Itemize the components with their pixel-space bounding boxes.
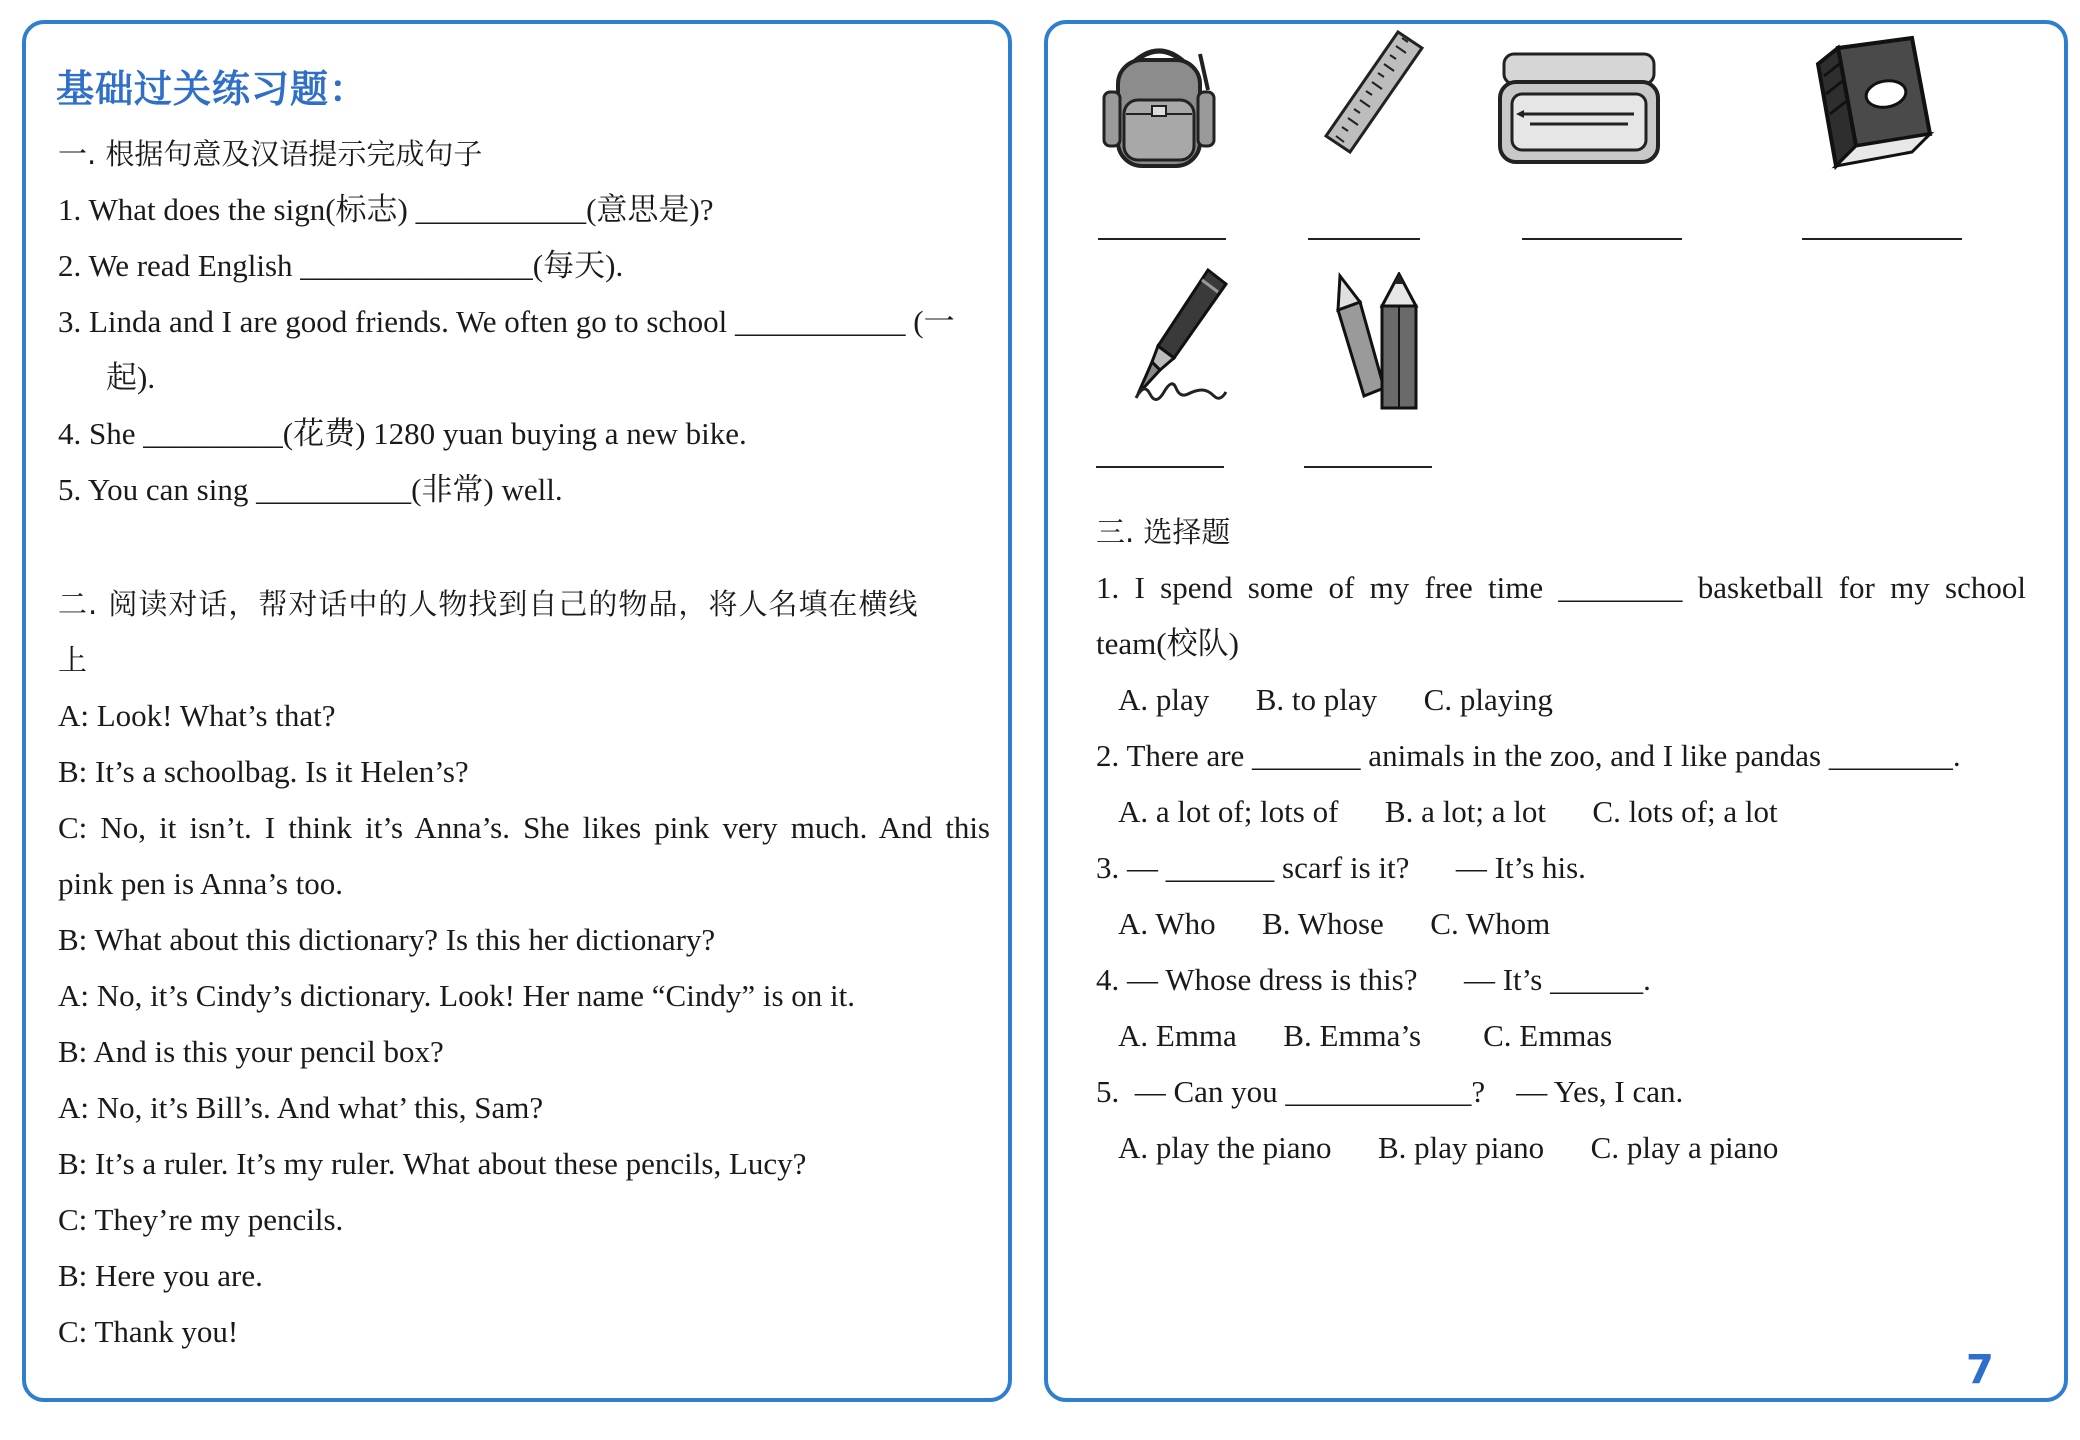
pen-icon bbox=[1130, 266, 1234, 404]
page-number: 7 bbox=[1966, 1347, 1994, 1393]
s1-question-3: 3. Linda and I are good friends. We often go to school ___________ (一 bbox=[58, 304, 955, 339]
dialogue-line: C: Thank you! bbox=[58, 1314, 239, 1349]
dialogue-line: C: No, it isn’t. I think it’s Anna’s. She likes pink very much. And this bbox=[58, 810, 990, 845]
s1-question-2: 2. We read English _______________(每天). bbox=[58, 248, 624, 283]
dialogue-line: C: They’re my pencils. bbox=[58, 1202, 344, 1237]
dialogue-line: B: And is this your pencil box? bbox=[58, 1034, 444, 1069]
section2-heading-continued: 上 bbox=[58, 643, 88, 677]
pencil-box-icon bbox=[1496, 48, 1662, 168]
choice-question-2: 2. There are _______ animals in the zoo, and I like pandas ________. bbox=[1096, 738, 1961, 773]
choice-question-1-options: A. play B. to play C. playing bbox=[1118, 682, 1553, 717]
schoolbag-icon bbox=[1100, 44, 1218, 174]
answer-blank-schoolbag[interactable] bbox=[1098, 238, 1226, 240]
section2-heading: 二. 阅读对话，帮对话中的人物找到自己的物品，将人名填在横线 bbox=[58, 587, 919, 621]
s1-question-5: 5. You can sing __________(非常) well. bbox=[58, 472, 563, 507]
choice-question-5: 5. — Can you ____________? — Yes, I can. bbox=[1096, 1074, 1684, 1109]
dialogue-line: A: No, it’s Cindy’s dictionary. Look! Her name “Cindy” is on it. bbox=[58, 978, 855, 1013]
choice-question-3: 3. — _______ scarf is it? — It’s his. bbox=[1096, 850, 1586, 885]
ruler-icon bbox=[1322, 28, 1426, 156]
choice-question-4: 4. — Whose dress is this? — It’s ______. bbox=[1096, 962, 1651, 997]
answer-blank-dictionary[interactable] bbox=[1802, 238, 1962, 240]
dialogue-line: B: It’s a schoolbag. Is it Helen’s? bbox=[58, 754, 469, 789]
choice-question-4-options: A. Emma B. Emma’s C. Emmas bbox=[1118, 1018, 1613, 1053]
dialogue-line: A: Look! What’s that? bbox=[58, 698, 336, 733]
dialogue-line: B: What about this dictionary? Is this her dictionary? bbox=[58, 922, 716, 957]
choice-question-5-options: A. play the piano B. play piano C. play a piano bbox=[1118, 1130, 1779, 1165]
page-title: 基础过关练习题： bbox=[56, 67, 369, 111]
choice-question-1-continued: team(校队) bbox=[1096, 626, 1239, 661]
s1-question-1: 1. What does the sign(标志) ___________(意思是)? bbox=[58, 192, 714, 227]
dictionary-icon bbox=[1808, 34, 1936, 176]
s1-question-3-continued: 起). bbox=[106, 360, 156, 395]
choice-question-1: 1. I spend some of my free time ________ basketball for my school bbox=[1096, 570, 2026, 605]
answer-blank-ruler[interactable] bbox=[1308, 238, 1420, 240]
choice-question-2-options: A. a lot of; lots of B. a lot; a lot C. lots of; a lot bbox=[1118, 794, 1778, 829]
section3-heading: 三. 选择题 bbox=[1096, 515, 1231, 549]
answer-blank-pen[interactable] bbox=[1096, 466, 1224, 468]
section1-heading: 一. 根据句意及汉语提示完成句子 bbox=[58, 137, 483, 171]
dialogue-line: A: No, it’s Bill’s. And what’ this, Sam? bbox=[58, 1090, 544, 1125]
answer-blank-pencil-box[interactable] bbox=[1522, 238, 1682, 240]
s1-question-4: 4. She _________(花费) 1280 yuan buying a new bike. bbox=[58, 416, 747, 451]
dialogue-line: B: It’s a ruler. It’s my ruler. What about these pencils, Lucy? bbox=[58, 1146, 807, 1181]
choice-question-3-options: A. Who B. Whose C. Whom bbox=[1118, 906, 1551, 941]
dialogue-line: B: Here you are. bbox=[58, 1258, 263, 1293]
answer-blank-pencils[interactable] bbox=[1304, 466, 1432, 468]
pencils-icon bbox=[1330, 272, 1430, 414]
dialogue-line: pink pen is Anna’s too. bbox=[58, 866, 344, 901]
